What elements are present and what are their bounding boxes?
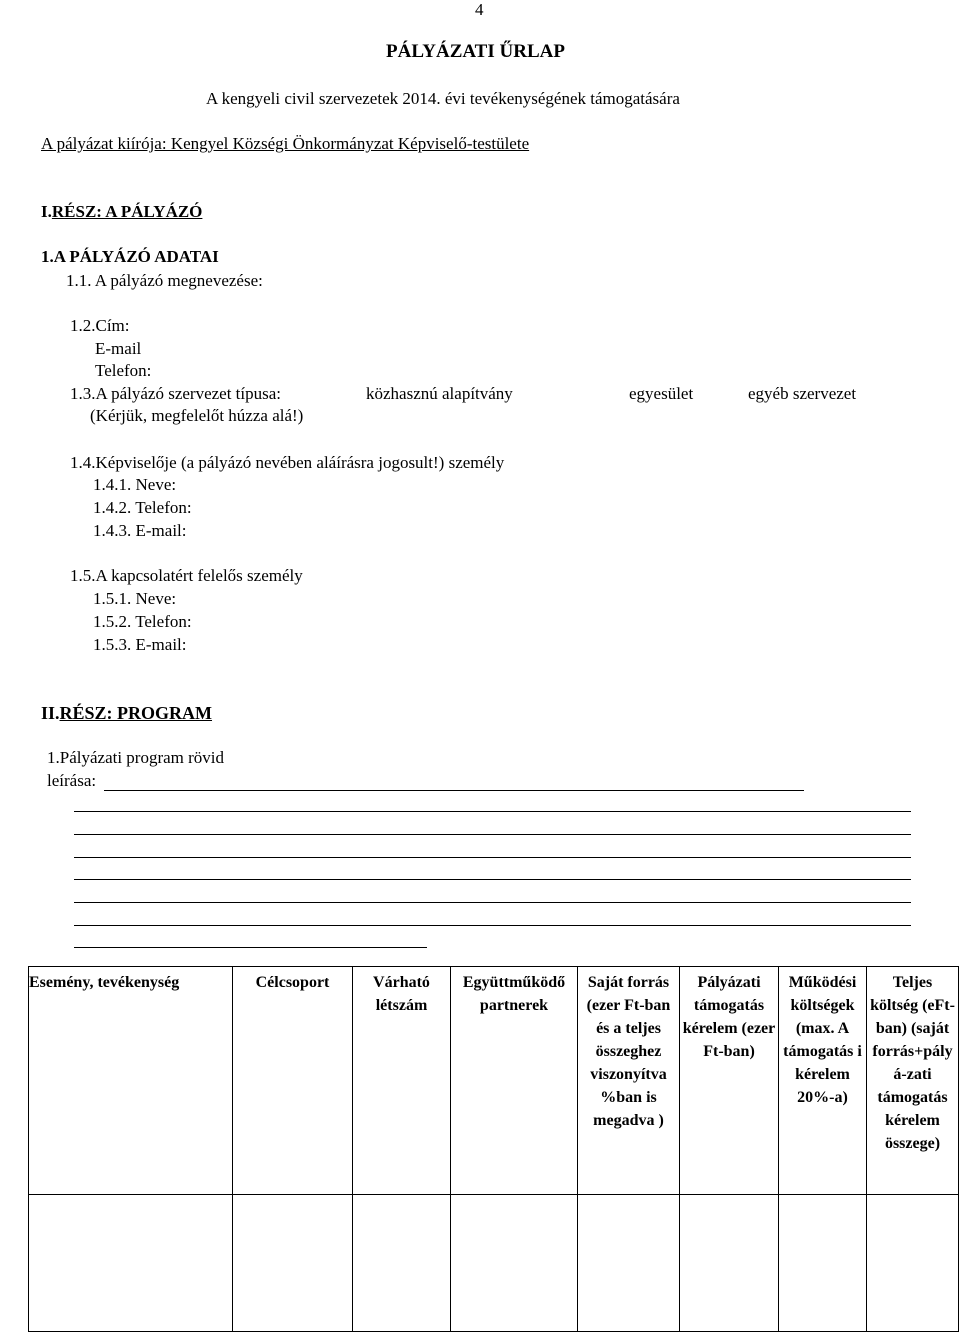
description-line-3[interactable] (74, 834, 911, 835)
email-label: E-mail (95, 339, 142, 358)
org-type-other: egyéb szervezet (748, 384, 857, 403)
table-cell-partners[interactable] (451, 1195, 578, 1332)
item-1-5: 1.5.A kapcsolatért felelős személy (70, 566, 303, 585)
header-partners: Együttműködő partnerek (451, 967, 578, 1195)
item-1-1: 1.1. A pályázó megnevezése: (66, 271, 263, 290)
header-event: Esemény, tevékenység (29, 967, 233, 1195)
form-subtitle: A kengyeli civil szervezetek 2014. évi tevékenységének támogatására (206, 89, 680, 108)
item-1-4-3: 1.4.3. E-mail: (93, 521, 187, 540)
description-line-5[interactable] (74, 879, 911, 880)
page-number: 4 (475, 0, 484, 19)
item-1-5-3: 1.5.3. E-mail: (93, 635, 187, 654)
part1-prefix: I. (41, 202, 52, 221)
description-line-1[interactable] (104, 790, 804, 791)
part1-title: RÉSZ: A PÁLYÁZÓ (51, 202, 203, 221)
org-type-foundation: közhasznú alapítvány (366, 384, 513, 403)
header-target-group: Célcsoport (233, 967, 353, 1195)
table-row (29, 1195, 959, 1332)
item-1-5-1: 1.5.1. Neve: (93, 589, 177, 608)
part2-prefix: II. (41, 703, 60, 723)
program-description-label: 1.Pályázati program rövid (47, 748, 225, 767)
header-grant-request: Pályázati támogatás kérelem (ezer Ft-ban) (680, 967, 779, 1195)
issuer-line: A pályázat kiírója: Kengyel Községi Önkormányzat Képviselő-testülete (41, 134, 530, 153)
header-total-cost: Teljes költség (eFt-ban) (saját forrás+pályá-zati támogatás kérelem összege) (867, 967, 959, 1195)
section1-heading: 1.A PÁLYÁZÓ ADATAI (41, 247, 219, 266)
part2-heading (41, 703, 212, 723)
description-line-7[interactable] (74, 925, 911, 926)
form-title: PÁLYÁZATI ŰRLAP (386, 41, 565, 62)
table-cell-target-group[interactable] (233, 1195, 353, 1332)
item-1-2: 1.2.Cím: (70, 316, 130, 335)
item-1-4-2: 1.4.2. Telefon: (93, 498, 192, 517)
table-header-row (29, 967, 959, 1195)
item-1-4: 1.4.Képviselője (a pályázó nevében aláírásra jogosult!) személy (70, 453, 505, 472)
table-cell-total-cost[interactable] (867, 1195, 959, 1332)
item-1-4-1: 1.4.1. Neve: (93, 475, 177, 494)
header-own-funds: Saját forrás (ezer Ft-ban és a teljes összeghez viszonyítva %ban is megadva ) (578, 967, 680, 1195)
description-line-2[interactable] (74, 811, 911, 812)
part2-title: RÉSZ: PROGRAM (59, 703, 213, 723)
table-cell-event[interactable] (29, 1195, 233, 1332)
part1-heading (41, 202, 202, 222)
header-operating-costs: Működési költségek (max. A támogatás i kérelem 20%-a) (779, 967, 867, 1195)
program-description-label-cont: leírása: (47, 771, 97, 790)
table-cell-grant-request[interactable] (680, 1195, 779, 1332)
description-line-6[interactable] (74, 902, 911, 903)
org-type-note: (Kérjük, megfelelőt húzza alá!) (90, 406, 304, 425)
header-expected-headcount: Várható létszám (353, 967, 451, 1195)
phone-label: Telefon: (95, 361, 152, 380)
org-type-association: egyesület (629, 384, 694, 403)
description-line-8[interactable] (74, 947, 427, 948)
table-cell-operating-costs[interactable] (779, 1195, 867, 1332)
item-1-5-2: 1.5.2. Telefon: (93, 612, 192, 631)
table-cell-own-funds[interactable] (578, 1195, 680, 1332)
table-cell-headcount[interactable] (353, 1195, 451, 1332)
item-1-3: 1.3.A pályázó szervezet típusa: (70, 384, 282, 403)
program-table (28, 966, 959, 1332)
description-line-4[interactable] (74, 857, 911, 858)
